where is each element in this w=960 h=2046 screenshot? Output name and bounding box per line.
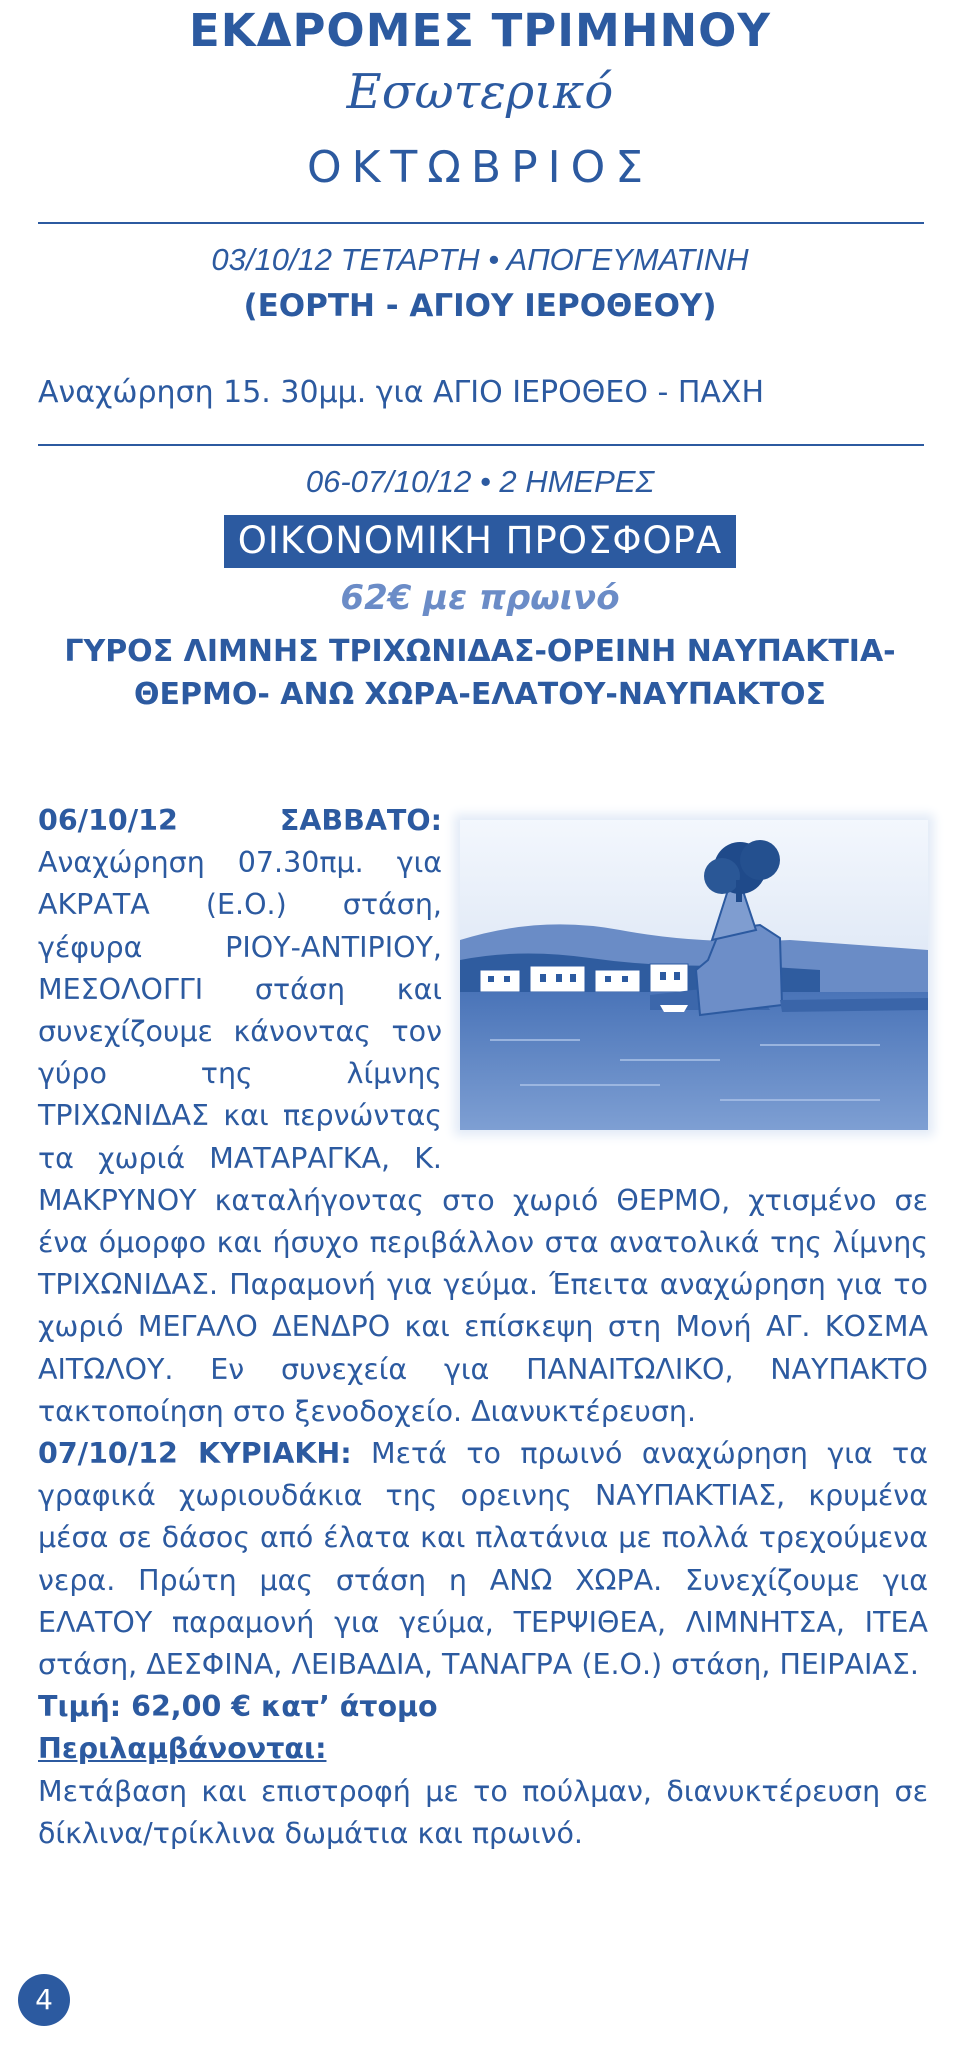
included-text: Μετάβαση και επιστροφή με το πούλμαν, διανυκτέρευση σε δίκλινα/τρίκλινα δωμάτια και πρωινό. bbox=[38, 1774, 928, 1850]
price-line: Τιμή: 62,00 € κατ’ άτομο bbox=[38, 1690, 438, 1724]
trip2-route: ΓΥΡΟΣ ΛΙΜΝΗΣ ΤΡΙΧΩΝΙΔΑΣ-ΟΡΕΙΝΗ ΝΑΥΠΑΚΤΙΑ-ΘΕΡΜΟ- ΑΝΩ ΧΩΡΑ-ΕΛΑΤΟΥ-ΝΑΥΠΑΚΤΟΣ bbox=[64, 634, 896, 712]
trip2-itinerary bbox=[38, 800, 928, 1855]
trip1-date-line: 03/10/12 ΤΕΤΑΡΤΗ • ΑΠΟΓΕΥΜΑΤΙΝΗ bbox=[211, 242, 749, 277]
offer-banner bbox=[0, 515, 960, 568]
header-title: ΕΚΔΡΟΜΕΣ ΤΡΙΜΗΝΟΥ bbox=[189, 4, 771, 57]
offer-label: ΟΙΚΟΝΟΜΙΚΗ ΠΡΟΣΦΟΡΑ bbox=[224, 515, 736, 568]
nafpaktos-castle-photo bbox=[460, 820, 928, 1130]
price-tag: 62€ με πρωινό bbox=[340, 578, 620, 618]
day1-paragraph bbox=[38, 800, 928, 1433]
divider-middle bbox=[38, 444, 924, 446]
trip2-date-line: 06-07/10/12 • 2 ΗΜΕΡΕΣ bbox=[305, 464, 655, 499]
trip1-departure: Αναχώρηση 15. 30μμ. για ΑΓΙΟ ΙΕΡΟΘΕΟ - ΠΑΧΗ bbox=[38, 375, 765, 410]
day2-label: 07/10/12 ΚΥΡΙΑΚΗ: bbox=[38, 1437, 352, 1471]
page-number-badge: 4 bbox=[18, 1974, 70, 2026]
trip1-feast: (ΕΟΡΤΗ - ΑΓΙΟΥ ΙΕΡΟΘΕΟΥ) bbox=[243, 288, 717, 324]
header-month: ΟΚΤΩΒΡΙΟΣ bbox=[306, 142, 654, 193]
harbor-photo-illustration bbox=[460, 820, 928, 1130]
day1-text: Αναχώρηση 07.30πμ. για ΑΚΡΑΤΑ (Ε.Ο.) στάση, γέφυρα ΡΙΟΥ-ΑΝΤΙΡΙΟΥ, ΜΕΣΟΛΟΓΓΙ στάση και συνεχίζουμε κάνοντας τον γύρο της λίμνης ΤΡΙΧΩΝΙΔΑΣ και περνώντας τα χωριά ΜΑΤΑΡΑΓΚΑ, Κ. ΜΑΚΡΥΝΟΥ καταλήγοντας στο χωριό ΘΕΡΜΟ, χτισμένο σε ένα όμορφο και ήσυχο περιβάλλον στα ανατολικά της λίμνης ΤΡΙΧΩΝΙΔΑΣ. Παραμονή για γεύμα. Έπειτα αναχώρηση για το χωριό ΜΕΓΑΛΟ ΔΕΝΔΡΟ και επίσκεψη στη Μονή ΑΓ. ΚΟΣΜΑ ΑΙΤΩΛΟΥ. Εν συνεχεία για ΠΑΝΑΙΤΩΛΙΚΟ, ΝΑΥΠΑΚΤΟ τακτοποίηση στο ξενοδοχείο. Διανυκτέρευση. bbox=[38, 846, 928, 1428]
day2-paragraph bbox=[38, 1433, 928, 1686]
day1-label: 06/10/12 ΣΑΒΒΑΤΟ: bbox=[38, 804, 442, 837]
divider-top bbox=[38, 222, 924, 224]
day2-text: Μετά το πρωινό αναχώρηση για τα γραφικά χωριουδάκια της ορεινης ΝΑΥΠΑΚΤΙΑΣ, κρυμένα μέσα σε δάσος από έλατα και πλατάνια με πολλά τρεχούμενα νερα. Πρώτη μας στάση η ΑΝΩ ΧΩΡΑ. Συνεχίζουμε για ΕΛΑΤΟΥ παραμονή για γεύμα, ΤΕΡΨΙΘΕΑ, ΛΙΜΝΗΤΣΑ, ΙΤΕΑ στάση, ΔΕΣΦΙΝΑ, ΛΕΙΒΑΔΙΑ, ΤΑΝΑΓΡΑ (Ε.Ο.) στάση, ΠΕΙΡΑΙΑΣ. bbox=[38, 1437, 929, 1682]
included-label: Περιλαμβάνονται: bbox=[38, 1732, 327, 1766]
header-subtitle: Εσωτερικό bbox=[346, 64, 614, 120]
